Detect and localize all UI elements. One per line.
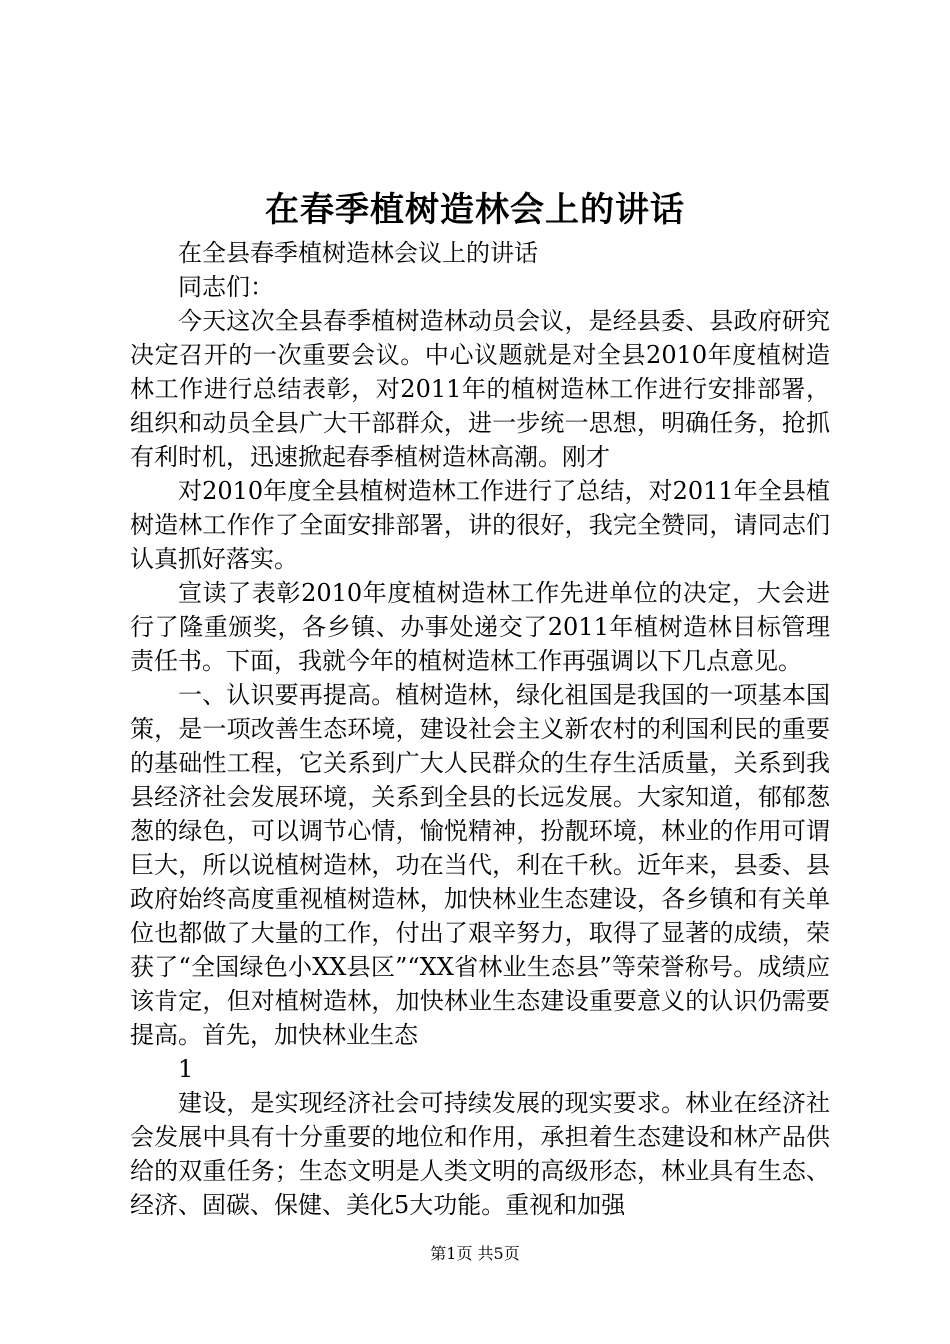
salutation: 同志们：	[178, 273, 274, 301]
body-paragraph: 一、认识要再提高。植树造林，绿化祖国是我国的一项基本国策，是一项改善生态环境，建设社会主义新农村的利国利民的重要的基础性工程，它关系到广大人民群众的生存生活质量，关系到我县经济社会发展环境，关系到全县的长远发展。大家知道，郁郁葱葱的绿色，可以调节心情，愉悦精神，扮靓环境，林业的作用可谓巨大，所以说植树造林，功在当代，利在千秋。近年来，县委、县政府始终高度重视植树造林，加快林业生态建设，各乡镇和有关单位也都做了大量的工作，付出了艰辛努力，取得了显著的成绩，荣获了“全国绿色小XX县区”“XX省林业生态县”等荣誉称号。成绩应该肯定，但对植树造林，加快林业生态建设重要意义的认识仍需要提高。首先，加快林业生态	[130, 681, 830, 1049]
body-paragraph: 对2010年度全县植树造林工作进行了总结，对2011年全县植树造林工作作了全面安排部署，讲的很好，我完全赞同，请同志们认真抓好落实。	[130, 477, 830, 573]
speech-subtitle: 在全县春季植树造林会议上的讲话	[178, 239, 538, 267]
body-paragraph: 今天这次全县春季植树造林动员会议，是经县委、县政府研究决定召开的一次重要会议。中心议题就是对全县2010年度植树造林工作进行总结表彰，对2011年的植树造林工作进行安排部署，组织和动员全县广大干部群众，进一步统一思想，明确任务，抢抓有利时机，迅速掀起春季植树造林高潮。刚才	[130, 307, 830, 471]
document-body	[130, 236, 830, 1222]
body-paragraph: 建设，是实现经济社会可持续发展的现实要求。林业在经济社会发展中具有十分重要的地位和作用，承担着生态建设和林产品供给的双重任务；生态文明是人类文明的高级形态，林业具有生态、经济、固碳、保健、美化5大功能。重视和加强	[130, 1089, 830, 1219]
document-title: 在春季植树造林会上的讲话	[265, 190, 685, 230]
page-footer: 第1页 共5页	[430, 1244, 520, 1263]
inline-page-number: 1	[178, 1055, 194, 1083]
body-paragraph: 宣读了表彰2010年度植树造林工作先进单位的决定，大会进行了隆重颁奖，各乡镇、办事处递交了2011年植树造林目标管理责任书。下面，我就今年的植树造林工作再强调以下几点意见。	[130, 579, 830, 675]
